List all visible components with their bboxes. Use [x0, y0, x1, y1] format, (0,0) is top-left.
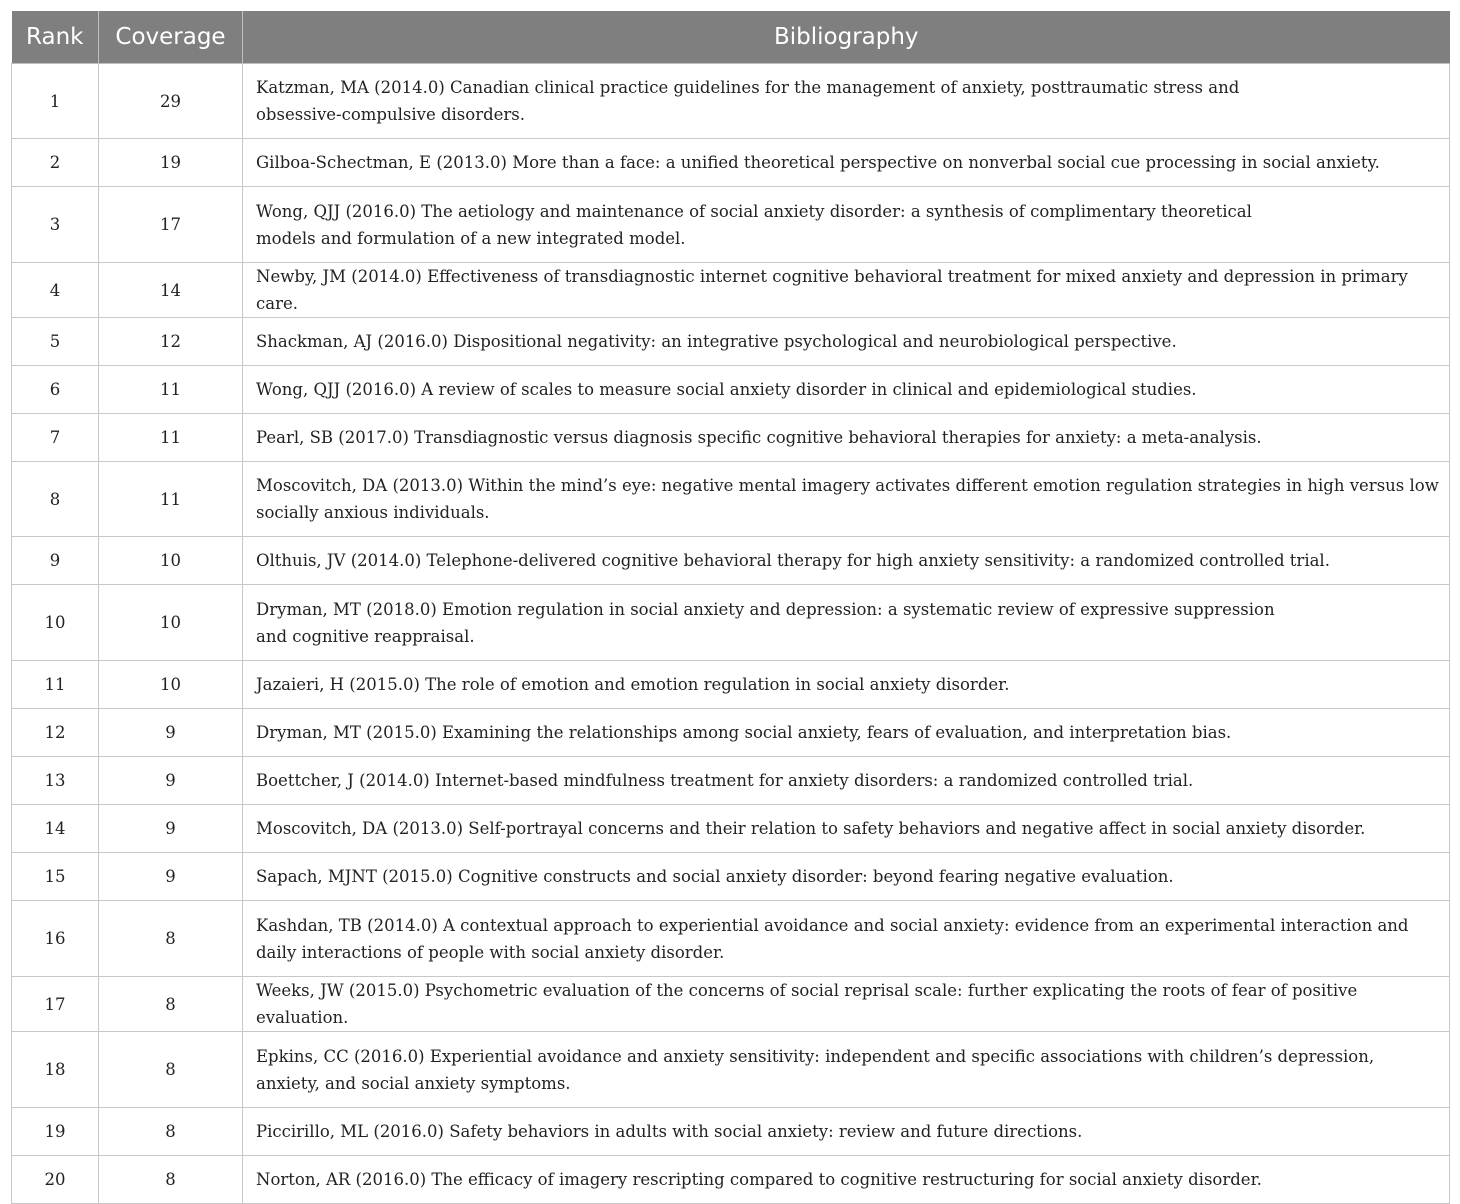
bibliography-cell	[243, 805, 1450, 853]
table-row	[12, 901, 1450, 977]
bibliography-cell	[243, 139, 1450, 187]
rank-cell: 3	[12, 187, 99, 263]
coverage-cell: 29	[99, 64, 243, 139]
rank-cell: 10	[12, 585, 99, 661]
table-row	[12, 64, 1450, 139]
table-row	[12, 187, 1450, 263]
table-row	[12, 1108, 1450, 1156]
bibliography-text: Gilboa-Schectman, E (2013.0) More than a face: a unified theoretical perspective on nonverbal social cue processing in social anxiety.	[256, 153, 1380, 172]
bibliography-text: Moscovitch, DA (2013.0) Within the mind’s eye: negative mental imagery activates different emotion regulation strategies in high versus low socially anxious individuals.	[256, 476, 1439, 522]
rank-cell: 6	[12, 366, 99, 414]
bibliography-text: Newby, JM (2014.0) Effectiveness of transdiagnostic internet cognitive behavioral treatment for mixed anxiety and depression in primary care.	[256, 267, 1408, 313]
table-row	[12, 139, 1450, 187]
bibliography-cell	[243, 901, 1450, 977]
coverage-cell: 10	[99, 661, 243, 709]
table-row	[12, 805, 1450, 853]
bibliography-text: Katzman, MA (2014.0) Canadian clinical practice guidelines for the management of anxiety, posttraumatic stress and obsessive-compulsive disorders.	[256, 78, 1240, 124]
rank-cell: 12	[12, 709, 99, 757]
rank-cell: 8	[12, 462, 99, 537]
bibliography-cell	[243, 537, 1450, 585]
rank-cell: 18	[12, 1032, 99, 1108]
coverage-cell: 9	[99, 805, 243, 853]
rank-cell: 5	[12, 318, 99, 366]
bibliography-text: Weeks, JW (2015.0) Psychometric evaluation of the concerns of social reprisal scale: further explicating the roots of fear of positive evaluation.	[256, 981, 1358, 1027]
bibliography-text: Olthuis, JV (2014.0) Telephone-delivered cognitive behavioral therapy for high anxiety sensitivity: a randomized controlled trial.	[256, 551, 1330, 570]
coverage-cell: 8	[99, 901, 243, 977]
table-row	[12, 1032, 1450, 1108]
bibliography-cell	[243, 757, 1450, 805]
coverage-cell: 10	[99, 537, 243, 585]
rank-cell: 2	[12, 139, 99, 187]
rank-cell: 13	[12, 757, 99, 805]
table-row	[12, 537, 1450, 585]
bibliography-text: Epkins, CC (2016.0) Experiential avoidance and anxiety sensitivity: independent and specific associations with children’s depression, anxiety, and social anxiety symptoms.	[256, 1046, 1375, 1093]
bibliography-cell	[243, 187, 1450, 263]
bibliography-text: Sapach, MJNT (2015.0) Cognitive constructs and social anxiety disorder: beyond fearing negative evaluation.	[256, 867, 1174, 886]
coverage-cell: 10	[99, 585, 243, 661]
table-header-row	[12, 11, 1450, 64]
bibliography-cell	[243, 318, 1450, 366]
table-row	[12, 853, 1450, 901]
bibliography-text: Moscovitch, DA (2013.0) Self-portrayal concerns and their relation to safety behaviors and negative affect in social anxiety disorder.	[256, 819, 1366, 838]
bibliography-table	[11, 11, 1450, 1204]
bibliography-text: Piccirillo, ML (2016.0) Safety behaviors in adults with social anxiety: review and future directions.	[256, 1122, 1083, 1141]
coverage-cell: 11	[99, 462, 243, 537]
rank-cell: 19	[12, 1108, 99, 1156]
coverage-cell: 8	[99, 1032, 243, 1108]
bibliography-cell	[243, 366, 1450, 414]
coverage-cell: 11	[99, 366, 243, 414]
bibliography-text: Dryman, MT (2015.0) Examining the relationships among social anxiety, fears of evaluation, and interpretation bias.	[256, 723, 1232, 742]
header-rank: Rank	[12, 11, 99, 64]
table-row	[12, 1156, 1450, 1204]
coverage-cell: 8	[99, 1156, 243, 1204]
coverage-cell: 9	[99, 757, 243, 805]
rank-cell: 4	[12, 263, 99, 318]
bibliography-text: Dryman, MT (2018.0) Emotion regulation in social anxiety and depression: a systematic review of expressive suppression and cognitive reappraisal.	[256, 599, 1275, 646]
bibliography-text: Kashdan, TB (2014.0) A contextual approach to experiential avoidance and social anxiety: evidence from an experimental interaction and daily interactions of people with social anxiety disorder.	[256, 915, 1409, 962]
rank-cell: 16	[12, 901, 99, 977]
bibliography-cell	[243, 709, 1450, 757]
rank-cell: 9	[12, 537, 99, 585]
bibliography-cell	[243, 1032, 1450, 1108]
bibliography-text: Wong, QJJ (2016.0) The aetiology and maintenance of social anxiety disorder: a synthesis of complimentary theoretical models and formulation of a new integrated model.	[256, 201, 1252, 248]
bibliography-cell	[243, 853, 1450, 901]
table-row	[12, 661, 1450, 709]
bibliography-cell	[243, 64, 1450, 139]
coverage-cell: 11	[99, 414, 243, 462]
rank-cell: 14	[12, 805, 99, 853]
header-bibliography: Bibliography	[243, 11, 1450, 64]
table-row	[12, 366, 1450, 414]
table-body	[12, 64, 1450, 1204]
rank-cell: 11	[12, 661, 99, 709]
rank-cell: 15	[12, 853, 99, 901]
coverage-cell: 14	[99, 263, 243, 318]
rank-cell: 1	[12, 64, 99, 139]
header-coverage: Coverage	[99, 11, 243, 64]
bibliography-text: Pearl, SB (2017.0) Transdiagnostic versus diagnosis specific cognitive behavioral therapies for anxiety: a meta-analysis.	[256, 428, 1262, 447]
bibliography-text: Norton, AR (2016.0) The efficacy of imagery rescripting compared to cognitive restructuring for social anxiety disorder.	[256, 1170, 1262, 1189]
table-row	[12, 318, 1450, 366]
coverage-cell: 19	[99, 139, 243, 187]
coverage-cell: 9	[99, 853, 243, 901]
table-row	[12, 462, 1450, 537]
table-row	[12, 585, 1450, 661]
table-row	[12, 709, 1450, 757]
table-row	[12, 414, 1450, 462]
bibliography-cell	[243, 263, 1450, 318]
bibliography-cell	[243, 1156, 1450, 1204]
bibliography-cell	[243, 661, 1450, 709]
table-row	[12, 263, 1450, 318]
bibliography-cell	[243, 1108, 1450, 1156]
bibliography-text: Jazaieri, H (2015.0) The role of emotion and emotion regulation in social anxiety disorder.	[256, 675, 1010, 694]
rank-cell: 7	[12, 414, 99, 462]
bibliography-text: Boettcher, J (2014.0) Internet-based mindfulness treatment for anxiety disorders: a randomized controlled trial.	[256, 771, 1194, 790]
bibliography-cell	[243, 462, 1450, 537]
bibliography-text: Wong, QJJ (2016.0) A review of scales to measure social anxiety disorder in clinical and epidemiological studies.	[256, 380, 1197, 399]
table-row	[12, 977, 1450, 1032]
table-row	[12, 757, 1450, 805]
rank-cell: 17	[12, 977, 99, 1032]
coverage-cell: 12	[99, 318, 243, 366]
coverage-cell: 17	[99, 187, 243, 263]
coverage-cell: 9	[99, 709, 243, 757]
coverage-cell: 8	[99, 977, 243, 1032]
bibliography-cell	[243, 585, 1450, 661]
bibliography-cell	[243, 977, 1450, 1032]
coverage-cell: 8	[99, 1108, 243, 1156]
bibliography-cell	[243, 414, 1450, 462]
bibliography-text: Shackman, AJ (2016.0) Dispositional negativity: an integrative psychological and neurobiological perspective.	[256, 332, 1177, 351]
rank-cell: 20	[12, 1156, 99, 1204]
